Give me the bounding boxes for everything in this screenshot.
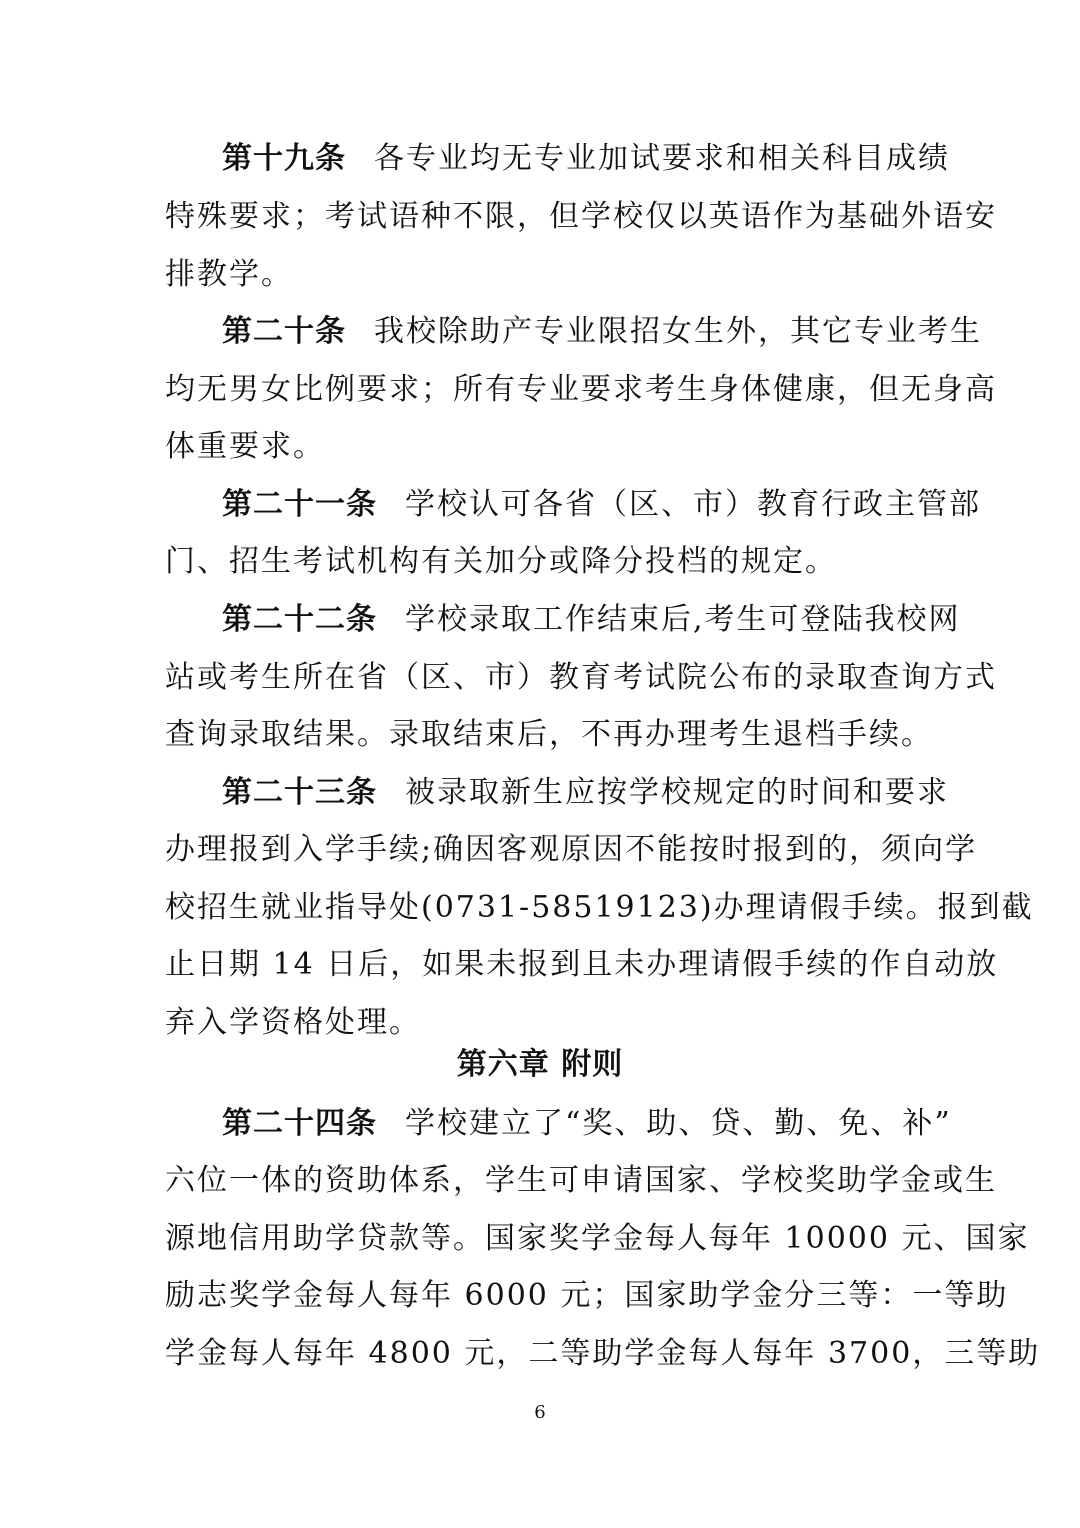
article-19-text-line-1: 各专业均无专业加试要求和相关科目成绩 <box>374 141 950 176</box>
article-22-heading: 第二十二条 <box>222 602 377 637</box>
article-24-text-line-3: 源地信用助学贷款等。国家奖学金每人每年 10000 元、国家 <box>165 1221 1030 1256</box>
article-20-text-line-1: 我校除助产专业限招女生外，其它专业考生 <box>374 314 982 349</box>
article-24-first-line <box>222 1095 952 1153</box>
article-23-text-line-4: 止日期 14 日后，如果未报到且未办理请假手续的作自动放 <box>165 947 999 982</box>
article-22-text-line-2: 站或考生所在省（区、市）教育考试院公布的录取查询方式 <box>165 660 997 695</box>
article-22-text-line-1: 学校录取工作结束后,考生可登陆我校网 <box>405 602 961 637</box>
article-23-first-line <box>222 764 949 822</box>
article-20-text-line-2: 均无男女比例要求；所有专业要求考生身体健康，但无身高 <box>165 372 997 407</box>
article-24-text-line-2: 六位一体的资助体系，学生可申请国家、学校奖助学金或生 <box>165 1163 997 1198</box>
article-23-text-line-1: 被录取新生应按学校规定的时间和要求 <box>405 775 949 810</box>
article-20-heading: 第二十条 <box>222 314 346 349</box>
article-19-heading: 第十九条 <box>222 141 346 176</box>
article-21-text-line-2: 门、招生考试机构有关加分或降分投档的规定。 <box>165 544 837 579</box>
article-19-first-line <box>222 130 950 188</box>
article-22-text-line-3: 查询录取结果。录取结束后，不再办理考生退档手续。 <box>165 717 933 752</box>
article-22-first-line <box>222 591 961 649</box>
article-21-text-line-1: 学校认可各省（区、市）教育行政主管部 <box>405 487 981 522</box>
article-24-heading: 第二十四条 <box>222 1106 377 1141</box>
article-20-first-line <box>222 303 982 361</box>
article-24-text-line-5: 学金每人每年 4800 元，二等助学金每人每年 3700，三等助 <box>165 1336 1041 1371</box>
article-19-text-line-2: 特殊要求；考试语种不限，但学校仅以英语作为基础外语安 <box>165 199 997 234</box>
article-20-text-line-3: 体重要求。 <box>165 429 325 464</box>
article-23-text-line-5: 弃入学资格处理。 <box>165 1005 421 1040</box>
article-24-text-line-4: 励志奖学金每人每年 6000 元；国家助学金分三等：一等助 <box>165 1278 1009 1313</box>
article-24-text-line-1: 学校建立了“奖、助、贷、勤、免、补” <box>405 1106 952 1141</box>
article-23-heading: 第二十三条 <box>222 775 377 810</box>
article-19-text-line-3: 排教学。 <box>165 257 293 292</box>
article-21-first-line <box>222 476 981 534</box>
article-23-text-line-2: 办理报到入学手续;确因客观原因不能按时报到的，须向学 <box>165 832 978 867</box>
page-number: 6 <box>534 1402 546 1423</box>
chapter-title: 第六章 附则 <box>456 1047 624 1082</box>
article-21-heading: 第二十一条 <box>222 487 377 522</box>
article-23-text-line-3: 校招生就业指导处(0731-58519123)办理请假手续。报到截 <box>165 890 1034 925</box>
